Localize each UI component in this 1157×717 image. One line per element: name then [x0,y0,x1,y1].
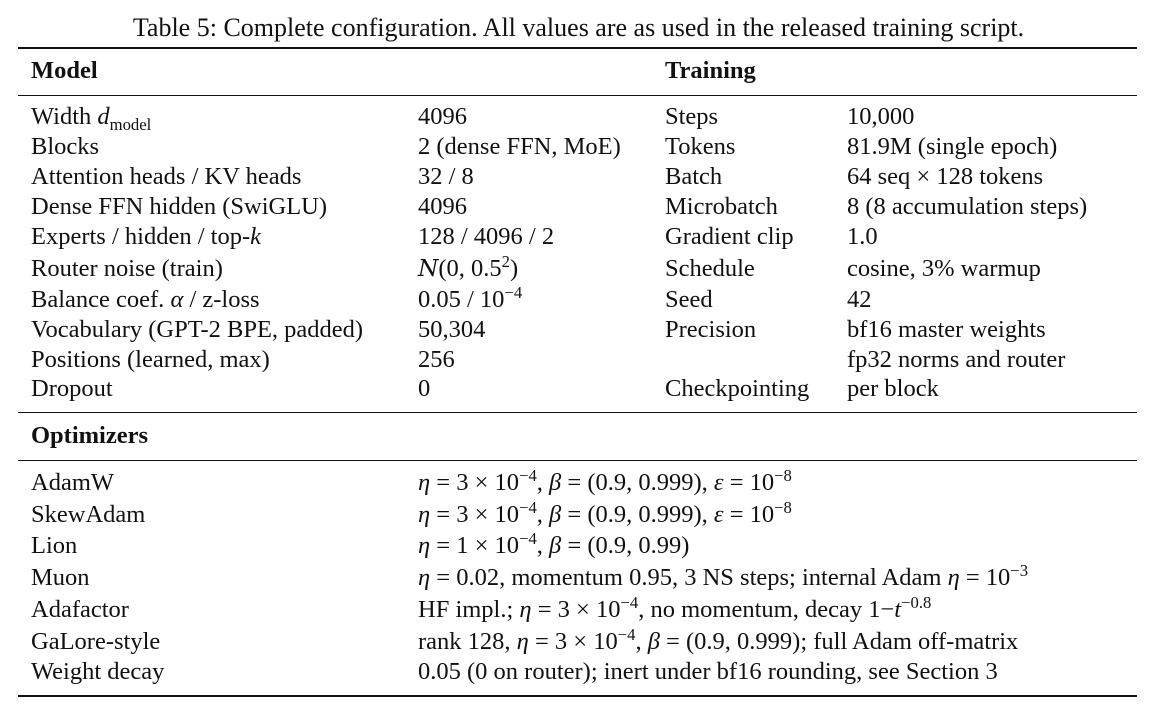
model-label-router-noise: Router noise (train) [31,255,223,282]
model-label-balance: Balance coef. α / z-loss [31,286,260,313]
optimizer-value-galore: rank 128, $\eta = 3 \times 10^{-4}$, β = (0.9, 0.999); full Adam off-matrix [418,624,1019,655]
model-label-width: Width $d_{model}$ [31,103,152,134]
training-value-precision: bf16 master weights [847,316,1046,343]
training-label-precision: Precision [665,316,757,343]
model-label-vocab: Vocabulary (GPT-2 BPE, padded) [31,316,364,343]
optimizer-label-adafactor: Adafactor [31,596,129,623]
training-label-tokens: Tokens [665,133,736,160]
training-label-steps: Steps [665,103,719,130]
model-label-experts: Experts / hidden / top-k [31,223,261,250]
training-label-schedule: Schedule [665,255,755,282]
training-value-batch: 64 seq × 128 tokens [847,163,1044,190]
optimizers-header-rule [18,460,1137,461]
optimizer-label-adamw: AdamW [31,469,114,496]
top-rule [18,47,1137,49]
header-rule [18,95,1137,96]
model-value-heads: 32 / 8 [418,163,474,190]
model-value-width: 4096 [418,103,467,130]
model-value-vocab: 50,304 [418,316,486,343]
model-label-blocks: Blocks [31,133,100,160]
model-value-balance: $0.05 / 10^{-4}$ [418,282,523,313]
optimizer-label-lion: Lion [31,532,78,559]
training-value-seed: 42 [847,286,872,313]
training-value-microbatch: 8 (8 accumulation steps) [847,193,1088,220]
optimizer-value-muon: η = 0.02, momentum 0.95, 3 NS steps; internal Adam $\eta = 10^{-3}$ [418,560,1029,591]
training-value-steps: 10,000 [847,103,915,130]
training-value-checkpointing: per block [847,375,939,402]
training-value-precision-cont: fp32 norms and router [847,346,1066,373]
optimizer-value-skewadam: $\eta = 3 \times 10^{-4}$, β = (0.9, 0.999), $\varepsilon = 10^{-8}$ [418,497,792,528]
optimizer-value-adamw: $\eta = 3 \times 10^{-4}$, β = (0.9, 0.999), $\varepsilon = 10^{-8}$ [418,465,792,496]
model-header: Model [31,57,98,84]
optimizer-label-muon: Muon [31,564,90,591]
model-label-positions: Positions (learned, max) [31,346,270,373]
model-label-heads: Attention heads / KV heads [31,163,302,190]
model-value-ffn: 4096 [418,193,467,220]
model-value-experts: 128 / 4096 / 2 [418,223,555,250]
training-header: Training [665,57,756,84]
optimizer-value-lion: $\eta = 1 \times 10^{-4}$, β = (0.9, 0.99) [418,528,690,559]
optimizer-label-weight-decay: Weight decay [31,658,165,685]
training-label-microbatch: Microbatch [665,193,778,220]
optimizer-value-weight-decay: 0.05 (0 on router); inert under bf16 rounding, see Section 3 [418,658,998,685]
section-rule [18,412,1137,413]
optimizers-header: Optimizers [31,422,149,449]
optimizer-value-adafactor: HF impl.; $\eta = 3 \times 10^{-4}$, no momentum, decay $1-t^{-0.8}$ [418,592,932,623]
training-value-grad-clip: 1.0 [847,223,878,250]
optimizer-label-skewadam: SkewAdam [31,501,146,528]
training-label-grad-clip: Gradient clip [665,223,794,250]
training-label-batch: Batch [665,163,723,190]
model-label-ffn: Dense FFN hidden (SwiGLU) [31,193,328,220]
model-label-dropout: Dropout [31,375,113,402]
optimizer-label-galore: GaLore-style [31,628,161,655]
training-label-checkpointing: Checkpointing [665,375,810,402]
model-value-blocks: 2 (dense FFN, MoE) [418,133,621,160]
model-value-dropout: 0 [418,375,431,402]
model-value-router-noise: N(0, $0.5^2$) [418,251,519,282]
model-value-positions: 256 [418,346,455,373]
training-label-seed: Seed [665,286,713,313]
bottom-rule [18,695,1137,697]
table-caption: Table 5: Complete configuration. All values are as used in the released training script. [132,13,1025,42]
training-value-schedule: cosine, 3% warmup [847,255,1041,282]
training-value-tokens: 81.9M (single epoch) [847,133,1058,160]
